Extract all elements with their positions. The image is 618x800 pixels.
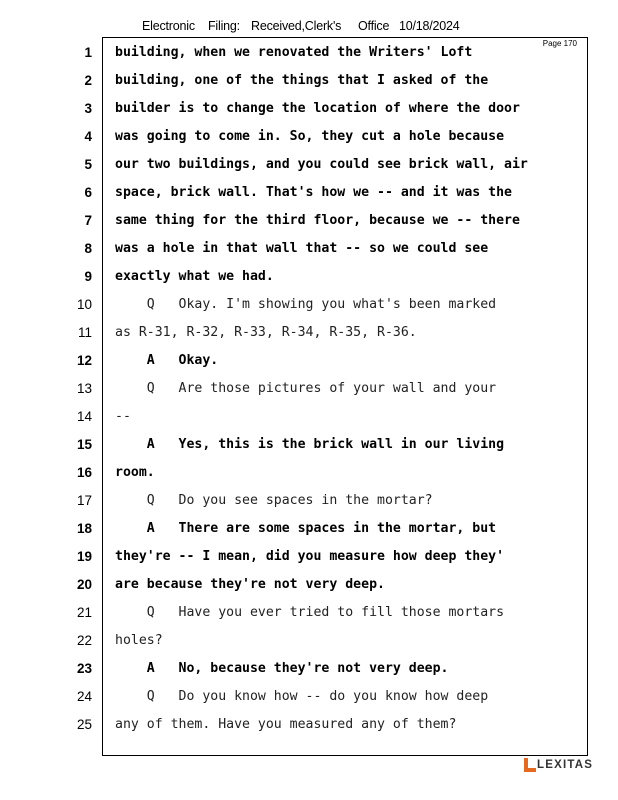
transcript-line: building, when we renovated the Writers' Loft [115,45,473,60]
transcript-line: exactly what we had. [115,269,274,284]
filing-stamp-date: 10/18/2024 [399,19,460,33]
transcript-line: as R-31, R-32, R-33, R-34, R-35, R-36. [115,325,417,340]
line-number: 17 [76,493,92,508]
line-number: 5 [84,157,92,172]
line-number: 7 [84,213,92,228]
line-number: 21 [76,605,92,620]
transcript-line: Q Do you know how -- do you know how deep [115,689,489,704]
line-number: 25 [76,717,92,732]
transcript-line: any of them. Have you measured any of them? [115,717,457,732]
line-number: 2 [84,73,92,88]
transcript-line: Q Okay. I'm showing you what's been marked [115,297,497,312]
filing-stamp-received: Received,Clerk's [251,19,342,33]
transcript-line: room. [115,465,155,480]
transcript-line: building, one of the things that I asked of the [115,73,489,88]
transcript-line: they're -- I mean, did you measure how deep they' [115,549,505,564]
line-number: 6 [84,185,92,200]
line-number: 1 [84,45,92,60]
line-number: 19 [76,549,92,564]
transcript-line: builder is to change the location of where the door [115,101,520,116]
transcript-line: was going to come in. So, they cut a hole because [115,129,505,144]
line-number: 13 [76,381,92,396]
transcript-line: A No, because they're not very deep. [115,661,449,676]
lexitas-logo-mark [524,758,534,772]
filing-stamp-office: Office [358,19,390,33]
line-number: 3 [84,101,92,116]
line-number: 4 [84,129,92,144]
lexitas-logo-text: LEXITAS [537,759,594,771]
line-number: 24 [76,689,92,704]
line-number: 18 [76,521,92,536]
transcript-line: A There are some spaces in the mortar, but [115,521,497,536]
transcript-line: Q Are those pictures of your wall and your [115,381,497,396]
transcript-line: Q Do you see spaces in the mortar? [115,493,433,508]
transcript-line: our two buildings, and you could see brick wall, air [115,157,528,172]
page-number: Page 170 [542,39,577,48]
line-number: 8 [84,241,92,256]
lexitas-logo [524,758,593,772]
line-number: 15 [76,437,92,452]
transcript-line: A Okay. [115,353,219,368]
filing-stamp-filing: Filing: [208,19,240,33]
line-number: 23 [76,661,92,676]
transcript-page [102,37,588,756]
line-number: 22 [76,633,92,648]
line-number: 16 [76,465,92,480]
transcript-line: same thing for the third floor, because we -- there [115,213,520,228]
line-number: 9 [84,269,92,284]
filing-stamp-electronic: Electronic [142,19,195,33]
line-number: 12 [76,353,92,368]
transcript-line: are because they're not very deep. [115,577,385,592]
transcript-line: was a hole in that wall that -- so we could see [115,241,489,256]
line-number: 10 [76,297,92,312]
line-number: 20 [76,577,92,592]
transcript-line: holes? [115,633,163,648]
transcript-line: Q Have you ever tried to fill those mortars [115,605,505,620]
transcript-line: space, brick wall. That's how we -- and it was the [115,185,512,200]
transcript-line: A Yes, this is the brick wall in our living [115,437,505,452]
line-number: 14 [76,409,92,424]
line-number: 11 [77,325,92,340]
transcript-line: -- [115,409,131,424]
